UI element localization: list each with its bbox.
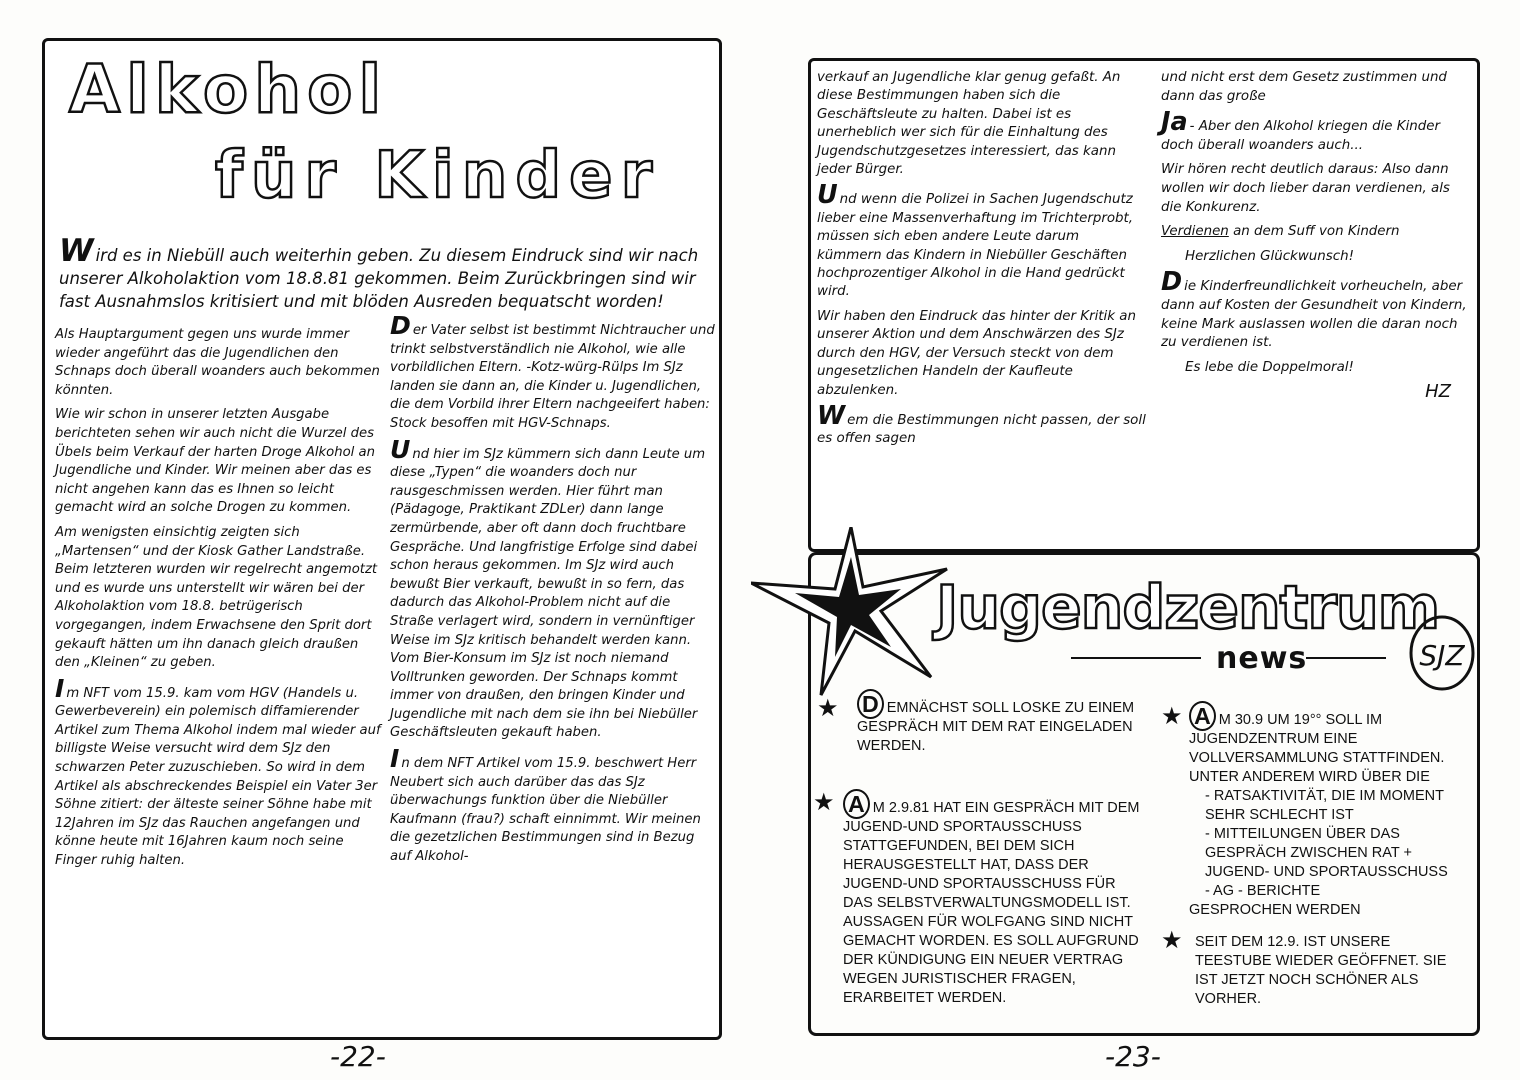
- intro-text: ird es in Niebüll auch weiterhin geben. Zu diesem Eindruck sind wir nach unserer Alkoholaktion vom 18.8.81 gekommen. Beim Zurückbringen sind wir fast Ausnahmslos kritisiert und mit blöden Ausreden bequatscht worden!: [59, 246, 699, 311]
- news-item-3: [1189, 703, 1479, 920]
- left-col-a-paragraph-4-text: m NFT vom 15.9. kam vom HGV (Handels u. Gewerbeverein) ein polemisch diffamierender Artikel zum Thema Alkohol indem mal wieder auf billigste Weise versucht wird dem SJz den schwarzen Peter zuzuschieben. So wird in dem Artikel als abschreckendes Beispiel ein Vater 3er Söhne zitiert: der älteste seiner Söhne habe mit 12Jahren im SJz das Rauchen angefangen und könne heute mit 16Jahren kaum noch seine Finger ruhig halten.: [55, 685, 381, 869]
- left-page: [42, 38, 722, 1040]
- news-item-1-initial: D: [857, 689, 884, 719]
- signature: HZ: [1425, 381, 1451, 403]
- left-col-b-paragraph-1: [390, 311, 715, 434]
- right-col-b-paragraph-3: Wir hören recht deutlich daraus: Also dann wollen wir doch lieber daran verdienen, als die Konkurenz.: [1161, 162, 1450, 215]
- right-col-a-paragraph-4-text: em die Bestimmungen nicht passen, der soll es offen sagen: [817, 412, 1146, 447]
- sjz-logo-text: SJZ: [1419, 639, 1465, 672]
- right-col-b-dropcap-6: D: [1161, 267, 1183, 298]
- left-col-b-paragraph-3-text: n dem NFT Artikel vom 15.9. beschwert Herr Neubert sich auch darüber das das SJz überwachungs funktion über die Niebüller Kaufmann (frau?) schaft einnimmt. Wir meinen die gezetzlichen Bestimmungen sind in Bezug auf Alkohol-: [390, 756, 701, 865]
- news-item-2-text: M 2.9.81 HAT EIN GESPRÄCH MIT DEM JUGEND-UND SPORTAUSSCHUSS STATTGEFUNDEN, BEI DEM SICH HERAUSGESTELLT HAT, DASS DER JUGEND-UND SPORTAUSSCHUSS FÜR DAS SELBSTVERWALTUNGSMODELL IST. AUSSAGEN FÜR WOLFGANG SIND NICHT GEMACHT WORDEN. ES SOLL AUFGRUND DER KÜNDIGUNG EIN NEUER VERTRAG WEGEN JURISTISCHER FRAGEN, ERARBEITET WERDEN.: [843, 800, 1140, 1006]
- left-col-a-paragraph-4: [55, 673, 385, 871]
- left-col-b-dropcap-2: U: [390, 434, 411, 464]
- star-bullet-icon: ★: [1161, 926, 1183, 954]
- news-item-1-text: EMNÄCHST SOLL LOSKE ZU EINEM GESPRÄCH MIT DEM RAT EINGELADEN WERDEN.: [857, 700, 1135, 754]
- left-col-a-paragraph-1: Als Hauptargument gegen uns wurde immer wieder angeführt das die Jugendlichen den Schnaps doch überall woanders auch bekommen könnten.: [55, 327, 380, 398]
- right-col-b-paragraph-6-text: ie Kinderfreundlichkeit vorheucheln, aber dann auf Kosten der Gesundheit von Kindern, keine Mark auslassen wollen die daran noch zu verdienen ist.: [1161, 279, 1467, 351]
- news-item-3-sub-1: - RATSAKTIVITÄT, DIE IM MOMENT SEHR SCHLECHT IST: [1205, 788, 1444, 823]
- news-item-3-sub-2: - MITTEILUNGEN ÜBER DAS GESPRÄCH ZWISCHEN RAT + JUGEND- UND SPORTAUSSCHUSS: [1205, 826, 1448, 880]
- left-col-a-dropcap: I: [55, 673, 65, 703]
- left-col-b-paragraph-1-text: er Vater selbst ist bestimmt Nichtraucher und trinkt selbstverständlich nie Alkohol, wie alle vorbildlichen Eltern. -Kotz-würg-Rülps Im SJz landen sie dann an, die Kinder u. Jugendlichen, die dem Vorbild ihrer Eltern nachgeeifert haben: Stock besoffen mit HGV-Schnaps.: [390, 323, 715, 431]
- right-col-b-paragraph-6: [1161, 267, 1471, 352]
- star-burst-icon: [751, 527, 951, 697]
- right-col-b-paragraph-1: und nicht erst dem Gesetz zustimmen und dann das große: [1161, 70, 1447, 104]
- right-col-b-paragraph-7: Es lebe die Doppelmoral!: [1185, 359, 1354, 375]
- title-line-2: für Kinder: [215, 139, 661, 213]
- intro-dropcap: W: [59, 233, 94, 269]
- sjz-logo: [1409, 603, 1475, 693]
- right-column-b: [1161, 69, 1471, 408]
- left-col-a-paragraph-3: Am wenigsten einsichtig zeigten sich „Martensen“ und der Kiosk Gather Landstraße. Beim letzteren wurden wir regelrecht angemotzt und es wurde uns unterstellt wir wären bei der Alkoholaktion vom 18.8. betrügerisch vorgegangen, indem Erwachsene den Sprit dort gekauft hätten um ihn danach gleich draußen den „Kleinen“ zu geben.: [55, 524, 378, 671]
- left-column-a: [55, 326, 385, 877]
- news-item-2-initial: A: [843, 789, 870, 819]
- page-number-right: -23-: [1105, 1040, 1161, 1073]
- right-col-b-paragraph-4: [1161, 223, 1471, 242]
- news-item-3-initial: A: [1189, 701, 1216, 731]
- news-header-row: [1071, 641, 1371, 676]
- title-line-1: Alkohol: [69, 51, 388, 128]
- news-item-2: [843, 791, 1143, 1008]
- news-rule-right: [1306, 657, 1386, 659]
- verdienen-word: Verdienen: [1161, 224, 1229, 240]
- right-col-a-paragraph-3: Wir haben den Eindruck das hinter der Kritik an unserer Aktion und dem Anschwärzen des SJz durch den HGV, der Versuch steckt von dem ungesetzlichen Handeln der Kaufleute abzulenken.: [817, 308, 1136, 398]
- right-col-b-dropcap-2: Ja: [1161, 107, 1188, 138]
- right-col-b-paragraph-2: [1161, 107, 1471, 155]
- right-col-a-dropcap-2: U: [817, 180, 838, 211]
- star-bullet-icon: ★: [1161, 702, 1183, 730]
- news-rule-left: [1071, 657, 1201, 659]
- left-column-b: [390, 311, 715, 873]
- page-number-left: -22-: [330, 1040, 386, 1073]
- news-label: news: [1216, 641, 1308, 676]
- news-item-4: SEIT DEM 12.9. IST UNSERE TEESTUBE WIEDER GEÖFFNET. SIE IST JETZT NOCH SCHÖNER ALS VORHER.: [1195, 934, 1447, 1007]
- intro-paragraph: [59, 233, 705, 313]
- right-col-b-paragraph-4-text: an dem Suff von Kindern: [1233, 224, 1400, 240]
- left-col-b-dropcap-1: D: [390, 311, 411, 340]
- right-col-a-paragraph-2: [817, 180, 1147, 301]
- right-col-a-dropcap-4: W: [817, 400, 846, 431]
- star-bullet-icon: ★: [813, 788, 835, 816]
- right-column-a: [817, 69, 1147, 455]
- jugendzentrum-title: Jugendzentrum: [936, 573, 1440, 643]
- left-col-b-paragraph-2-text: nd hier im SJz kümmern sich dann Leute um diese „Typen“ die woanders doch nur rausgeschmissen werden. Hier führt man (Pädagoge, Praktikant ZDLer) dann lange zermürbende, aber oft dann doch fruchtbare Gespräche. Und langfristige Erfolge sind dabei schon heraus gekommen. Im SJz wird auch bewußt Bier verkauft, bewußt in so fern, das dadurch das Alkohol-Problem nicht auf die Straße verlagert wird, sondern in vernünftiger Weise im SJz kritisch behandelt werden kann. Vom Bier-Konsum im SJz ist noch niemand Volltrunken geworden. Der Schnaps kommt immer von draußen, den bringen Kinder und Jugendliche mit nach dem sie ihn bei Niebüller Geschäftsleuten gekauft haben.: [390, 446, 706, 741]
- news-item-3-end: GESPROCHEN WERDEN: [1189, 902, 1361, 918]
- left-col-a-paragraph-2: Wie wir schon in unserer letzten Ausgabe berichteten sehen wir auch nicht die Wurzel des Übels beim Verkauf der harten Droge Alkohol an Jugendliche und Kinder. Wir meinen aber das es nicht angehen kann das es Ihnen so leicht gemacht wird an solche Drogen zu kommen.: [55, 407, 375, 516]
- right-page-news-box: [808, 552, 1480, 1036]
- left-col-b-paragraph-2: [390, 434, 715, 744]
- right-page-top-box: [808, 58, 1480, 552]
- news-item-3-sub-3: - AG - BERICHTE: [1205, 883, 1321, 899]
- star-bullet-icon: ★: [817, 694, 839, 722]
- right-col-a-paragraph-1: verkauf an Jugendliche klar genug gefaßt. An diese Bestimmungen haben sich die Geschäftsleute zu halten. Dabei ist es unerheblich wer sich für die Einhaltung des Jugendschutzgesetzes interessiert, das kann jeder Bürger.: [817, 70, 1121, 178]
- right-col-b-paragraph-5: Herzlichen Glückwunsch!: [1185, 248, 1354, 264]
- news-item-3-text: M 30.9 UM 19°° SOLL IM JUGENDZENTRUM EINE VOLLVERSAMMLUNG STATTFINDEN. UNTER ANDEREM WIRD ÜBER DIE: [1189, 712, 1445, 785]
- left-col-b-dropcap-3: I: [390, 744, 400, 774]
- right-col-a-paragraph-4: [817, 400, 1147, 449]
- right-col-b-paragraph-2-text: - Aber den Alkohol kriegen die Kinder doch überall woanders auch...: [1161, 119, 1441, 153]
- right-col-a-paragraph-2-text: nd wenn die Polizei in Sachen Jugendschutz lieber eine Massenverhaftung im Trichterprobt, müssen sich eben andere Leute darum kümmern das Kindern in Niebüller Geschäften hochprozentiger Alkohol in die Hand gedrückt wird.: [817, 192, 1134, 300]
- left-col-b-paragraph-3: [390, 744, 715, 867]
- news-item-1: [857, 691, 1147, 756]
